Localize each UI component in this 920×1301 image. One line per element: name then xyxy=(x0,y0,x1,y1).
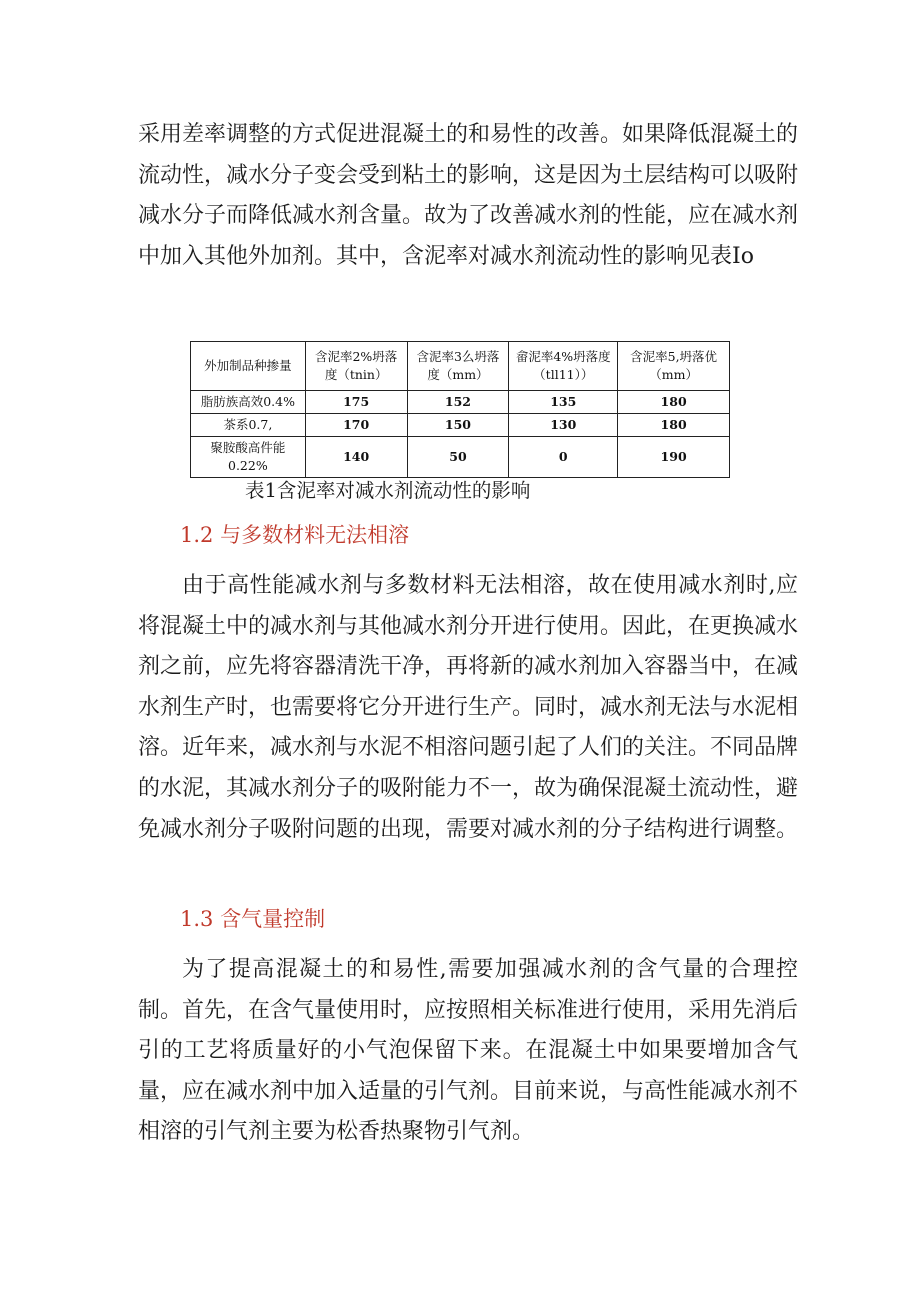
table-cell: 150 xyxy=(407,414,509,437)
table-cell: 190 xyxy=(618,437,730,478)
slump-table-container xyxy=(190,341,730,478)
table-cell: 180 xyxy=(618,414,730,437)
table-header-cell: 含泥率3么坍落度（mm） xyxy=(407,342,509,391)
slump-table xyxy=(190,341,730,478)
table-cell: 180 xyxy=(618,391,730,414)
table-caption: 表1含泥率对减水剂流动性的影响 xyxy=(245,479,531,502)
table-cell: 140 xyxy=(305,437,407,478)
section-heading-1-3: 1.3 含气量控制 xyxy=(180,907,326,931)
table-header-cell: 外加制品种掺量 xyxy=(191,342,306,391)
table-header-cell: 含泥率5,坍落优（mm） xyxy=(618,342,730,391)
table-cell: 152 xyxy=(407,391,509,414)
table-cell: 135 xyxy=(509,391,618,414)
section-1-3-paragraph: 为了提高混凝土的和易性,需要加强减水剂的含气量的合理控制。首先，在含气量使用时，应按照相关标准进行使用，采用先消后引的工艺将质量好的小气泡保留下来。在混凝土中如果要增加含气量，应在减水剂中加入适量的引气剂。目前来说，与高性能减水剂不相溶的引气剂主要为松香热聚物引气剂。 xyxy=(138,957,799,1145)
table-header-cell: 含泥率2%坍落度（tnin） xyxy=(305,342,407,391)
section-1-2-paragraph: 由于高性能减水剂与多数材料无法相溶，故在使用减水剂时,应将混凝土中的减水剂与其他减水剂分开进行使用。因此，在更换减水剂之前，应先将容器清洗干净，再将新的减水剂加入容器当中，在减水剂生产时，也需要将它分开进行生产。同时，减水剂无法与水泥相溶。近年来，减水剂与水泥不相溶问题引起了人们的关注。不同品牌的水泥，其减水剂分子的吸附能力不一，故为确保混凝土流动性，避免减水剂分子吸附问题的出现，需要对减水剂的分子结构进行调整。 xyxy=(138,573,799,842)
row-label: 聚胺酸高件能0.22% xyxy=(191,437,306,478)
table-row xyxy=(191,391,730,414)
table-header-row xyxy=(191,342,730,391)
table-row xyxy=(191,414,730,437)
row-label: 脂肪族高效0.4% xyxy=(191,391,306,414)
table-row xyxy=(191,437,730,478)
table-cell: 0 xyxy=(509,437,618,478)
table-cell: 170 xyxy=(305,414,407,437)
row-label: 茶系0.7, xyxy=(191,414,306,437)
table-cell: 130 xyxy=(509,414,618,437)
table-cell: 50 xyxy=(407,437,509,478)
table-header-cell: 畲泥率4%坍落度（tll11）） xyxy=(509,342,618,391)
section-heading-1-2: 1.2 与多数材料无法相溶 xyxy=(180,523,410,547)
intro-paragraph: 采用差率调整的方式促进混凝土的和易性的改善。如果降低混凝土的流动性，减水分子变会受到粘土的影响，这是因为土层结构可以吸附减水分子而降低减水剂含量。故为了改善减水剂的性能，应在减水剂中加入其他外加剂。其中，含泥率对减水剂流动性的影响见表Io xyxy=(138,122,799,269)
table-cell: 175 xyxy=(305,391,407,414)
